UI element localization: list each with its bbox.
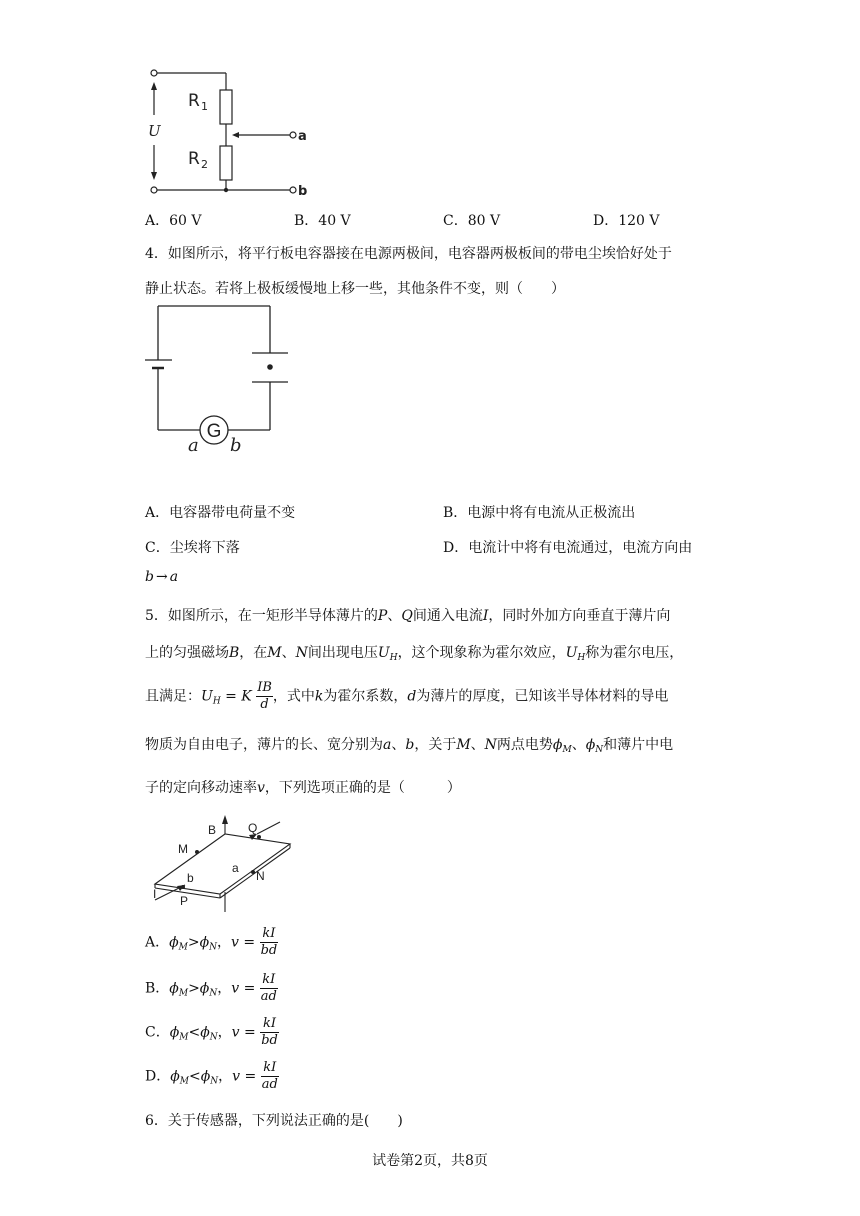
point-m-label: M — [178, 842, 188, 856]
q5-stem-line3: 且满足：$U_H = K$ $\frac{IB}{d}$ ，式中k为霍尔系数，d为薄片的厚度，已知该半导体材料的导电 — [145, 680, 669, 712]
capacitor-circuit-figure — [140, 298, 300, 458]
field-b-label: B — [208, 823, 217, 837]
point-q-label: Q — [248, 821, 258, 835]
q3-option-a[interactable]: A．60 V — [145, 213, 202, 229]
q5-stem-line4: 物质为自由电子，薄片的长、宽分别为a、b，关于M、N两点电势$\phi_M$、$\phi_N$和薄片中电 — [145, 737, 674, 755]
q5-option-a[interactable]: A．$\phi_M>\phi_N$，v = $\frac{kI}{bd}$ — [145, 926, 278, 958]
q5-option-b[interactable]: B．$\phi_M>\phi_N$，v = $\frac{kI}{ad}$ — [145, 972, 277, 1004]
galvanometer-label: G — [206, 421, 222, 442]
q4-option-b[interactable]: B．电源中将有电流从正极流出 — [443, 505, 636, 521]
hall-effect-figure — [145, 812, 305, 917]
q5-stem-line2: 上的匀强磁场B，在M、N间出现电压$U_H$，这个现象称为霍尔效应，$U_H$称为霍尔电压， — [145, 645, 684, 663]
r1-sub-label: 1 — [201, 100, 208, 113]
q5-stem-line5: 子的定向移动速率v，下列选项正确的是（ ） — [145, 780, 461, 796]
q4-stem-line2: 静止状态。若将上极板缓慢地上移一些，其他条件不变，则（ ） — [145, 281, 565, 297]
q5-stem-line1: 5．如图所示，在一矩形半导体薄片的P、Q间通入电流I，同时外加方向垂直于薄片向 — [145, 608, 671, 624]
q4-option-d[interactable]: D．电流计中将有电流通过，电流方向由 — [443, 540, 693, 556]
point-b-label: b — [230, 435, 242, 456]
q4-option-a[interactable]: A．电容器带电荷量不变 — [145, 505, 296, 521]
r1-label: R — [188, 91, 200, 111]
q4-stem-line1: 4．如图所示，将平行板电容器接在电源两极间，电容器两极板间的带电尘埃恰好处于 — [145, 246, 672, 262]
terminal-a-label: a — [298, 129, 307, 144]
q3-option-d[interactable]: D．120 V — [593, 213, 660, 229]
q4-option-d-tail: b → a — [145, 569, 179, 585]
divider-circuit-figure — [140, 60, 320, 200]
q3-option-c[interactable]: C．80 V — [443, 213, 501, 229]
point-n-label: N — [256, 869, 265, 883]
length-a-label: a — [232, 861, 239, 875]
q3-option-b[interactable]: B．40 V — [294, 213, 351, 229]
current-i-label: I — [153, 887, 157, 901]
q6-stem: 6．关于传感器，下列说法正确的是( ) — [145, 1113, 403, 1129]
hall-formula-fraction: $\frac{IB}{d}$ — [257, 680, 272, 712]
q5-option-d[interactable]: D．$\phi_M<\phi_N$，v = $\frac{kI}{ad}$ — [145, 1060, 278, 1092]
point-a-label: a — [188, 435, 199, 456]
width-b-label: b — [187, 871, 194, 885]
q4-option-c[interactable]: C．尘埃将下落 — [145, 540, 240, 556]
page-footer: 试卷第2页，共8页 — [372, 1153, 488, 1169]
terminal-b-label: b — [298, 184, 308, 199]
voltage-label: U — [148, 122, 161, 140]
r2-sub-label: 2 — [201, 158, 208, 171]
point-p-label: P — [180, 894, 189, 908]
q5-option-c[interactable]: C．$\phi_M<\phi_N$，v = $\frac{kI}{bd}$ — [145, 1016, 278, 1048]
r2-label: R — [188, 149, 200, 169]
